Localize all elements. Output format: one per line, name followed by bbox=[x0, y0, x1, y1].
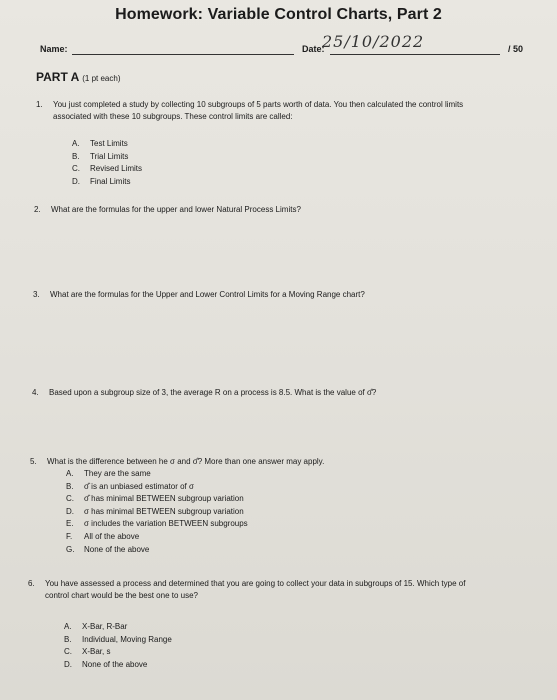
question-text-line: control chart would be the best one to use? bbox=[45, 591, 198, 600]
question-text-line: What are the formulas for the Upper and Lower Control Limits for a Moving Range chart? bbox=[50, 290, 365, 299]
option-a[interactable]: A. X-Bar, R-Bar bbox=[64, 622, 128, 631]
handwritten-date: 25/10/2022 bbox=[322, 32, 425, 51]
question-text-line: You have assessed a process and determined that you are going to collect your data in subgroups of 15. Which type of bbox=[45, 579, 466, 588]
option-a[interactable]: A. They are the same bbox=[66, 469, 151, 478]
date-label: Date: bbox=[302, 44, 325, 54]
question-5-options bbox=[66, 468, 248, 556]
option-c[interactable]: C. X-Bar, s bbox=[64, 647, 111, 657]
question-text-line: What is the difference between he σ and σ̂? More than one answer may apply. bbox=[47, 457, 325, 466]
question-number: 2. bbox=[34, 205, 41, 214]
question-number: 6. bbox=[28, 579, 35, 588]
option-d[interactable]: D. σ has minimal BETWEEN subgroup variation bbox=[66, 506, 244, 516]
question-text-line: You just completed a study by collecting 10 subgroups of 5 parts worth of data. You then calculated the control limits bbox=[53, 100, 464, 109]
question-1 bbox=[36, 99, 551, 125]
question-number: 3. bbox=[33, 290, 40, 299]
question-number: 4. bbox=[32, 388, 39, 397]
question-text-line: What are the formulas for the upper and lower Natural Process Limits? bbox=[51, 205, 301, 214]
option-b[interactable]: B. Trial Limits bbox=[72, 151, 129, 161]
question-6 bbox=[28, 578, 553, 604]
option-c[interactable]: C. Revised Limits bbox=[72, 164, 143, 174]
page-title: Homework: Variable Control Charts, Part 2 bbox=[115, 6, 442, 23]
option-d[interactable]: D. Final Limits bbox=[72, 176, 131, 186]
name-field-line[interactable] bbox=[72, 54, 294, 55]
score-label: / 50 bbox=[508, 44, 524, 54]
question-text-line: Based upon a subgroup size of 3, the average R on a process is 8.5. What is the value of σ̂? bbox=[49, 388, 377, 397]
option-e[interactable]: E. σ includes the variation BETWEEN subgroups bbox=[66, 519, 248, 529]
option-c[interactable]: C. σ̂ has minimal BETWEEN subgroup variation bbox=[66, 494, 244, 504]
option-b[interactable]: B. σ̂ is an unbiased estimator of σ bbox=[66, 481, 194, 491]
question-4 bbox=[32, 387, 547, 401]
question-3 bbox=[33, 289, 548, 303]
part-a-heading bbox=[36, 70, 120, 84]
question-text-line: associated with these 10 subgroups. These control limits are called: bbox=[53, 112, 293, 121]
question-2 bbox=[34, 204, 549, 218]
part-a-label: PART A bbox=[36, 70, 79, 84]
date-field-line[interactable] bbox=[330, 54, 500, 55]
question-1-options bbox=[72, 138, 142, 188]
option-a[interactable]: A. Test Limits bbox=[72, 139, 128, 148]
option-d[interactable]: D. None of the above bbox=[64, 659, 148, 669]
question-number: 5. bbox=[30, 457, 37, 466]
option-b[interactable]: B. Individual, Moving Range bbox=[64, 634, 172, 644]
name-label: Name: bbox=[40, 44, 68, 54]
question-number: 1. bbox=[36, 100, 43, 109]
option-g[interactable]: G. None of the above bbox=[66, 544, 150, 554]
option-f[interactable]: F. All of the above bbox=[66, 531, 140, 541]
part-a-points: (1 pt each) bbox=[82, 74, 121, 83]
question-6-options bbox=[64, 620, 172, 670]
